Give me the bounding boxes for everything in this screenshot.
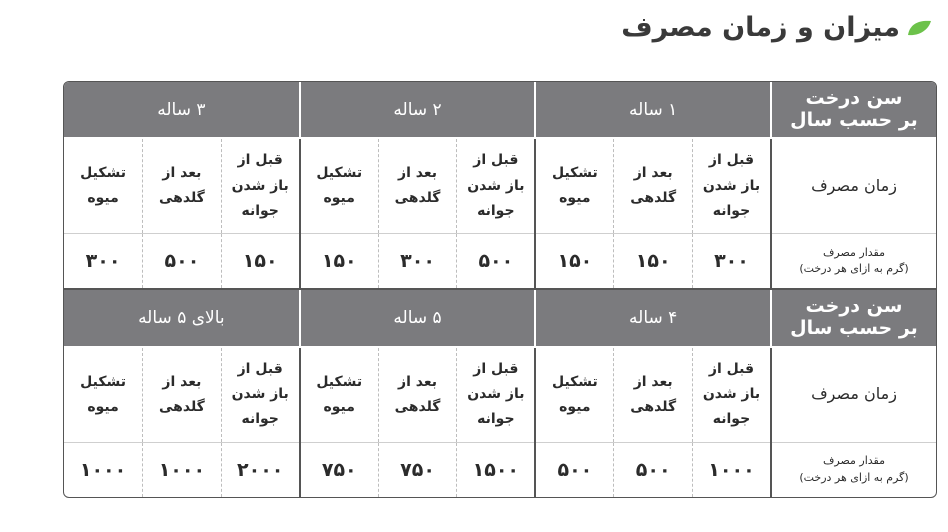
stage-cell: قبل از باز شدن جوانه bbox=[692, 138, 771, 233]
age-header: بالای ۵ ساله bbox=[64, 289, 300, 346]
stage-cell: قبل از باز شدن جوانه bbox=[221, 138, 300, 233]
amount-cell: ۱۵۰ bbox=[535, 234, 614, 290]
age-header: ۲ ساله bbox=[300, 82, 536, 138]
amount-cell: ۱۰۰۰ bbox=[692, 442, 771, 497]
usage-table bbox=[63, 81, 937, 498]
stage-cell: قبل از باز شدن جوانه bbox=[457, 138, 536, 233]
amount-cell: ۱۵۰۰ bbox=[457, 442, 536, 497]
amount-cell: ۳۰۰ bbox=[64, 234, 143, 290]
amount-cell: ۵۰۰ bbox=[535, 442, 614, 497]
leaf-icon bbox=[906, 19, 932, 37]
stage-cell: بعد از گلدهی bbox=[143, 347, 222, 442]
tree-age-header: سن درخت بر حسب سال bbox=[771, 82, 936, 138]
stage-cell: تشکیل میوه bbox=[64, 138, 143, 233]
amount-cell: ۵۰۰ bbox=[614, 442, 693, 497]
stage-cell: بعد از گلدهی bbox=[378, 138, 457, 233]
usage-time-label: زمان مصرف bbox=[771, 347, 936, 442]
amount-cell: ۳۰۰ bbox=[378, 234, 457, 290]
stage-cell: تشکیل میوه bbox=[535, 138, 614, 233]
stage-cell: بعد از گلدهی bbox=[378, 347, 457, 442]
page-title: میزان و زمان مصرف bbox=[621, 12, 900, 43]
stage-cell: قبل از باز شدن جوانه bbox=[457, 347, 536, 442]
section-heading bbox=[621, 12, 932, 43]
age-header: ۳ ساله bbox=[64, 82, 300, 138]
usage-amount-label: مقدار مصرف (گرم به ازای هر درخت) bbox=[771, 234, 936, 290]
amount-cell: ۵۰۰ bbox=[457, 234, 536, 290]
age-header: ۴ ساله bbox=[535, 289, 771, 346]
amount-cell: ۷۵۰ bbox=[300, 442, 379, 497]
stage-cell: تشکیل میوه bbox=[535, 347, 614, 442]
stage-cell: بعد از گلدهی bbox=[143, 138, 222, 233]
usage-amount-label: مقدار مصرف (گرم به ازای هر درخت) bbox=[771, 442, 936, 497]
stage-cell: قبل از باز شدن جوانه bbox=[221, 347, 300, 442]
amount-cell: ۳۰۰ bbox=[692, 234, 771, 290]
stage-cell: تشکیل میوه bbox=[64, 347, 143, 442]
usage-time-label: زمان مصرف bbox=[771, 138, 936, 233]
amount-cell: ۱۵۰ bbox=[221, 234, 300, 290]
stage-cell: تشکیل میوه bbox=[300, 138, 379, 233]
amount-cell: ۱۵۰ bbox=[300, 234, 379, 290]
stage-cell: بعد از گلدهی bbox=[614, 138, 693, 233]
amount-cell: ۷۵۰ bbox=[378, 442, 457, 497]
amount-cell: ۵۰۰ bbox=[143, 234, 222, 290]
amount-cell: ۱۰۰۰ bbox=[79, 458, 127, 481]
amount-cell: ۲۰۰۰ bbox=[221, 442, 300, 497]
amount-cell: ۱۰۰۰ bbox=[143, 442, 222, 497]
age-header: ۵ ساله bbox=[300, 289, 536, 346]
stage-cell: قبل از باز شدن جوانه bbox=[692, 347, 771, 442]
stage-cell: بعد از گلدهی bbox=[614, 347, 693, 442]
age-header: ۱ ساله bbox=[535, 82, 771, 138]
stage-cell: تشکیل میوه bbox=[300, 347, 379, 442]
tree-age-header: سن درخت بر حسب سال bbox=[771, 289, 936, 346]
amount-cell: ۱۵۰ bbox=[614, 234, 693, 290]
